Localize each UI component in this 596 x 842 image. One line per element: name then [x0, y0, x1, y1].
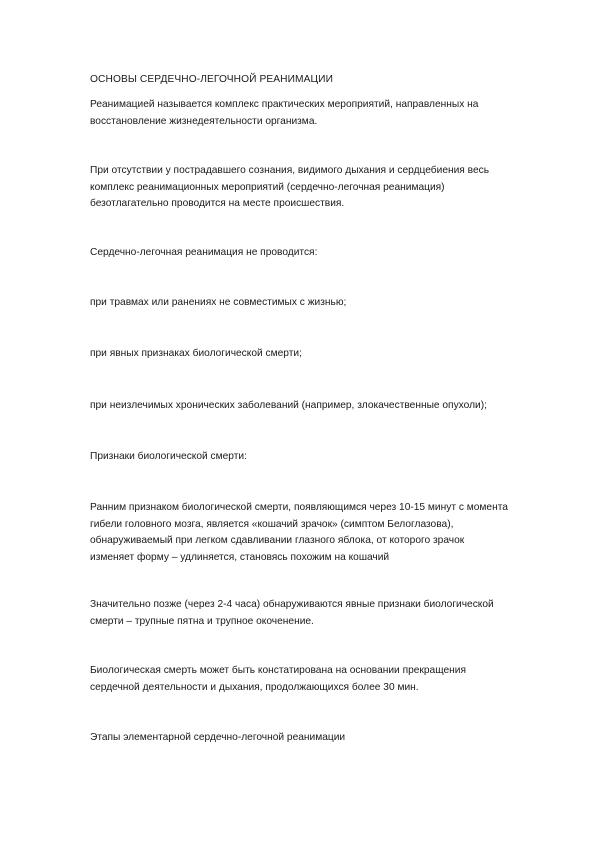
paragraph-definition: Реанимацией называется комплекс практических мероприятий, направленных на восстановление жизнедеятельности организма.: [90, 99, 479, 127]
list-item-incurable-diseases: при неизлечимых хронических заболеваний (например, злокачественные опухоли);: [90, 400, 487, 411]
paragraph-biological-death-heading: Признаки биологической смерти:: [90, 451, 247, 462]
paragraph-cat-eye-sign: Ранним признаком биологической смерти, появляющимся через 10-15 минут с момента гибели головного мозга, является «кошачий зрачок» (симптом Белоглазова), обнаруживаемый при легком сдавливании глазного яблока, от которого зрачок изменяет форму – удлиняется, становясь похожим на кошачий: [90, 502, 508, 563]
paragraph-late-signs: Значительно позже (через 2-4 часа) обнаруживаются явные признаки биологической смерти – трупные пятна и трупное окоченение.: [90, 599, 494, 627]
paragraph-stages-heading: Этапы элементарной сердечно-легочной реанимации: [90, 732, 346, 743]
document-title: ОСНОВЫ СЕРДЕЧНО-ЛЕГОЧНОЙ РЕАНИМАЦИИ: [90, 74, 334, 85]
list-item-incompatible-injuries: при травмах или ранениях не совместимых с жизнью;: [90, 297, 347, 308]
paragraph-not-performed-heading: Сердечно-легочная реанимация не проводится:: [90, 247, 318, 258]
paragraph-death-confirmation: Биологическая смерть может быть констатирована на основании прекращения сердечной деятельности и дыхания, продолжающихся более 30 мин.: [90, 665, 466, 693]
list-item-biological-death-signs: при явных признаках биологической смерти;: [90, 348, 302, 359]
paragraph-when-to-resuscitate: При отсутствии у пострадавшего сознания, видимого дыхания и сердцебиения весь комплекс реанимационных мероприятий (сердечно-легочная реанимация) безотлагательно проводится на месте происшествия.: [90, 165, 490, 209]
